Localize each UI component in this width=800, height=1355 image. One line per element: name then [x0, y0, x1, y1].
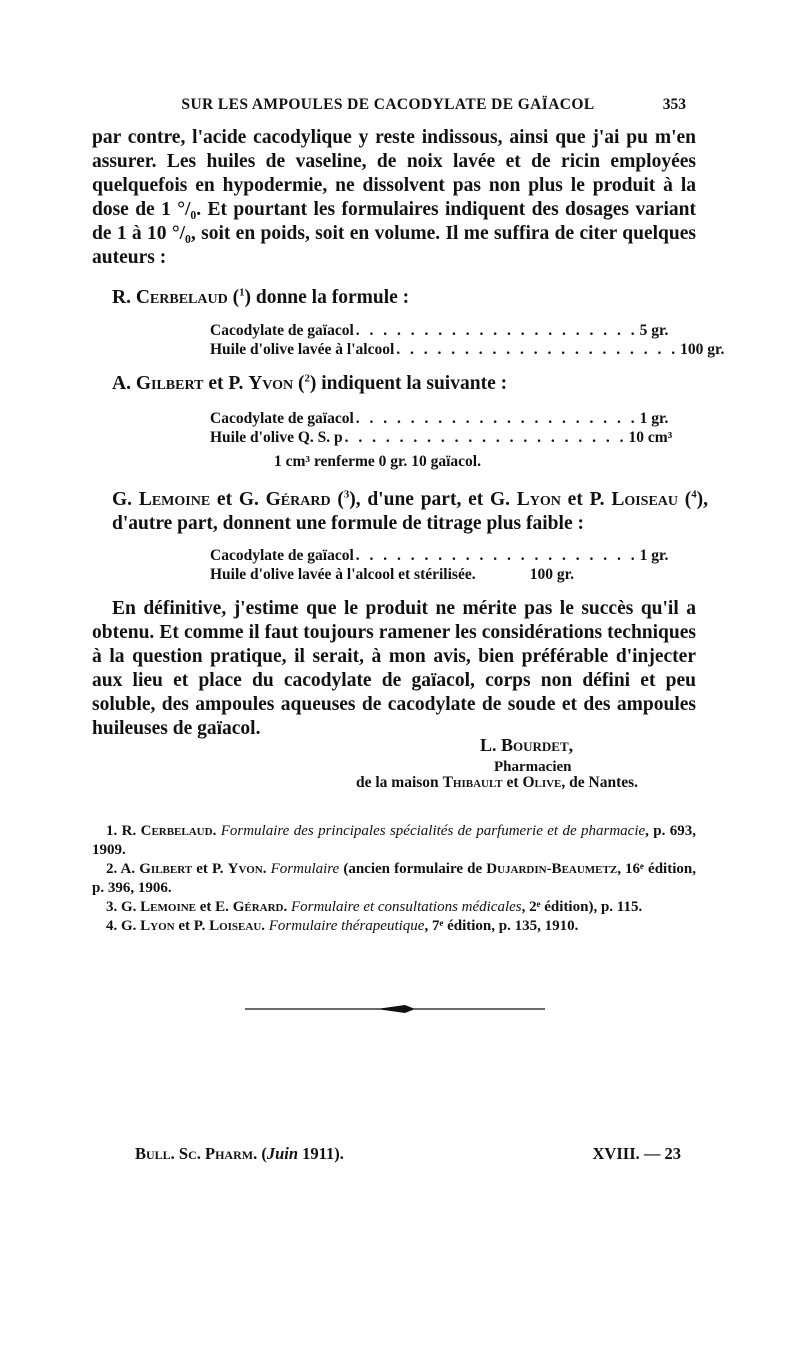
journal-year: 1911).	[298, 1144, 344, 1163]
ingredient-name: Cacodylate de gaïacol	[210, 547, 354, 564]
citation-connector: , d'une part, et G.	[355, 489, 517, 510]
footnote-sep: et E.	[196, 899, 233, 915]
footnote-rest: , 16ᵉ édition, p. 396, 1906.	[92, 861, 696, 896]
footnote-sep: et P.	[192, 861, 228, 877]
footnote-sep: .	[261, 918, 269, 934]
intro-paragraph: par contre, l'acide cacodylique y reste indissous, ainsi que j'ai pu m'en assurer. Les huiles de vaseline, de noix lavée et de ricin employées quelquefois en hypodermie, ne dissolvent pas non plus le produit à la dose de 1 °/₀. Et pourtant les formulaires indiquent des dosages variant de 1 à 10 °/₀, soit en poids, soit en volume. Il me suffira de citer quelques auteurs :	[92, 127, 696, 268]
footnote-number: 4. G.	[106, 918, 141, 934]
footnote-2	[92, 860, 696, 898]
signature-name	[480, 735, 573, 756]
citation-connector: et P.	[203, 373, 249, 394]
footnotes	[92, 822, 696, 936]
footnote-ref[interactable]: 1	[239, 286, 245, 299]
footnote-ref[interactable]: 2	[304, 372, 310, 385]
ingredient-quantity: 1 gr.	[639, 410, 669, 427]
footnote-rest: , 7ᵉ édition, p. 135, 1910.	[424, 918, 579, 934]
footnote-author: Lyon	[140, 918, 175, 934]
footnote-work: Formulaire thérapeutique	[268, 918, 425, 934]
footnote-4	[92, 917, 696, 936]
author-name: Yvon	[248, 373, 294, 394]
affiliation-text: , de Nantes.	[561, 774, 639, 791]
citation-text: donne la formule :	[250, 287, 410, 308]
formula-row	[210, 565, 574, 584]
citation-initial: G.	[112, 489, 139, 510]
author-name: Lyon	[516, 489, 561, 510]
citation-connector: et P.	[560, 489, 612, 510]
formula-2-note: 1 cm³ renferme 0 gr. 10 gaïacol.	[274, 453, 481, 470]
journal-name: Bull. Sc. Pharm. (	[135, 1144, 267, 1163]
formula-row	[210, 409, 669, 428]
footnote-number: 1. R.	[106, 823, 141, 839]
author-name: Lemoine	[138, 489, 211, 510]
author-name: Gérard	[265, 489, 331, 510]
footnote-author: Cerbelaud	[140, 823, 213, 839]
signature-title: Pharmacien	[494, 759, 572, 775]
citation-cerbelaud: R. Cerbelaud ($^1$) donne la formule :	[112, 286, 410, 308]
footnote-sep: .	[283, 899, 291, 915]
citation-gilbert-yvon: A. Gilbert et P. Yvon ($^2$) indiquent la suivante :	[112, 372, 508, 394]
footnote-author: Gérard	[232, 899, 284, 915]
footnote-sep: .	[212, 823, 221, 839]
formula-row	[210, 428, 673, 447]
footnote-rest: , 2ᵉ édition), p. 115.	[521, 899, 643, 915]
formula-row	[210, 321, 669, 340]
footnote-rest: (ancien formulaire de	[339, 861, 487, 877]
formula-1	[210, 321, 725, 359]
diamond-ornament-icon	[377, 1005, 415, 1013]
footnote-work: Formulaire des principales spécialités de parfumerie et de pharmacie	[220, 823, 646, 839]
footnote-author: Yvon	[227, 861, 263, 877]
footnote-author: Lemoine	[140, 899, 197, 915]
affiliation-text: et	[502, 774, 523, 791]
journal-month: Juin	[266, 1144, 299, 1163]
ingredient-quantity: 100 gr.	[529, 566, 574, 583]
citation-initial: A.	[112, 373, 136, 394]
footnote-sep: .	[262, 861, 271, 877]
ingredient-name: Cacodylate de gaïacol	[210, 322, 354, 339]
footnote-author: Gilbert	[139, 861, 193, 877]
footnote-1	[92, 822, 696, 860]
citation-text: indiquent la suivante :	[316, 373, 508, 394]
leader-dots	[476, 565, 530, 584]
footnote-3	[92, 898, 696, 917]
formula-row	[210, 546, 669, 565]
author-name: Cerbelaud	[135, 287, 228, 308]
author-name: Loiseau	[611, 489, 679, 510]
leader-dots: . . . . . . . . . . . . . . . . . . . . .	[355, 322, 638, 339]
leader-dots: . . . . . . . . . . . . . . . . . . . . .	[344, 429, 627, 446]
leader-dots: . . . . . . . . . . . . . . . . . . . . .	[355, 547, 638, 564]
footnote-ref[interactable]: 3	[343, 488, 350, 501]
citation-initial: R.	[112, 287, 131, 308]
ingredient-quantity: 10 cm³	[628, 429, 673, 446]
ingredient-name: Huile d'olive lavée à l'alcool et stérilisée.	[210, 566, 476, 583]
leader-dots: . . . . . . . . . . . . . . . . . . . . .	[355, 410, 638, 427]
footnote-author: Loiseau	[209, 918, 262, 934]
formula-2	[210, 409, 673, 447]
footnote-work: Formulaire et consultations médicales	[290, 899, 522, 915]
formula-row	[210, 340, 725, 359]
formula-3	[210, 546, 669, 584]
signature-affiliation	[356, 774, 638, 792]
page-number: 353	[662, 96, 686, 113]
signature-author: L. Bourdet,	[480, 735, 574, 755]
footnote-work: Formulaire	[270, 861, 340, 877]
ingredient-name: Huile d'olive Q. S. p	[210, 429, 343, 446]
ingredient-quantity: 1 gr.	[639, 547, 669, 564]
leader-dots: . . . . . . . . . . . . . . . . . . . . .	[396, 341, 679, 358]
footnote-number: 2. A.	[106, 861, 140, 877]
ingredient-name: Huile d'olive lavée à l'alcool	[210, 341, 395, 358]
running-head	[90, 96, 686, 120]
footnote-ref[interactable]: 4	[691, 488, 697, 501]
author-name: Gilbert	[135, 373, 204, 394]
ornament-divider	[245, 1003, 545, 1015]
footnote-sep: et P.	[174, 918, 210, 934]
conclusion-paragraph: En définitive, j'estime que le produit ne mérite pas le succès qu'il a obtenu. Et comme il faut toujours ramener les considérations techniques à la question pratique, il serait, à mon avis, bien préférable d'injecter aux lieu et place du cacodylate de gaïacol, corps non défini et peu soluble, des ampoules aqueuses de cacodylate de soude et des ampoules huileuses de gaïacol.	[92, 598, 696, 739]
affiliation-name: Olive	[522, 774, 562, 791]
footnote-number: 3. G.	[106, 899, 141, 915]
affiliation-text: de la maison	[356, 774, 443, 791]
ingredient-quantity: 5 gr.	[639, 322, 669, 339]
footnote-rest: , p. 693, 1909.	[92, 823, 696, 858]
journal-reference	[135, 1144, 344, 1164]
ingredient-name: Cacodylate de gaïacol	[210, 410, 354, 427]
running-title: SUR LES AMPOULES DE CACODYLATE DE GAÏACOL	[181, 96, 595, 113]
citation-text: , d'autre part, donnent une formule de titrage plus faible :	[112, 489, 709, 534]
footnote-author: Dujardin-Beaumetz	[486, 861, 618, 877]
ingredient-quantity: 100 gr.	[680, 341, 725, 358]
affiliation-name: Thibault	[442, 774, 503, 791]
citation-connector: et G.	[210, 489, 266, 510]
sheet-number: XVIII. — 23	[592, 1144, 681, 1163]
citation-lemoine-gerard: G. Lemoine et G. Gérard ($^3$), d'une part, et G. Lyon et P. Loiseau ($^4$), d'autre part, donnent une formule de titrage plus faible :	[112, 488, 709, 534]
